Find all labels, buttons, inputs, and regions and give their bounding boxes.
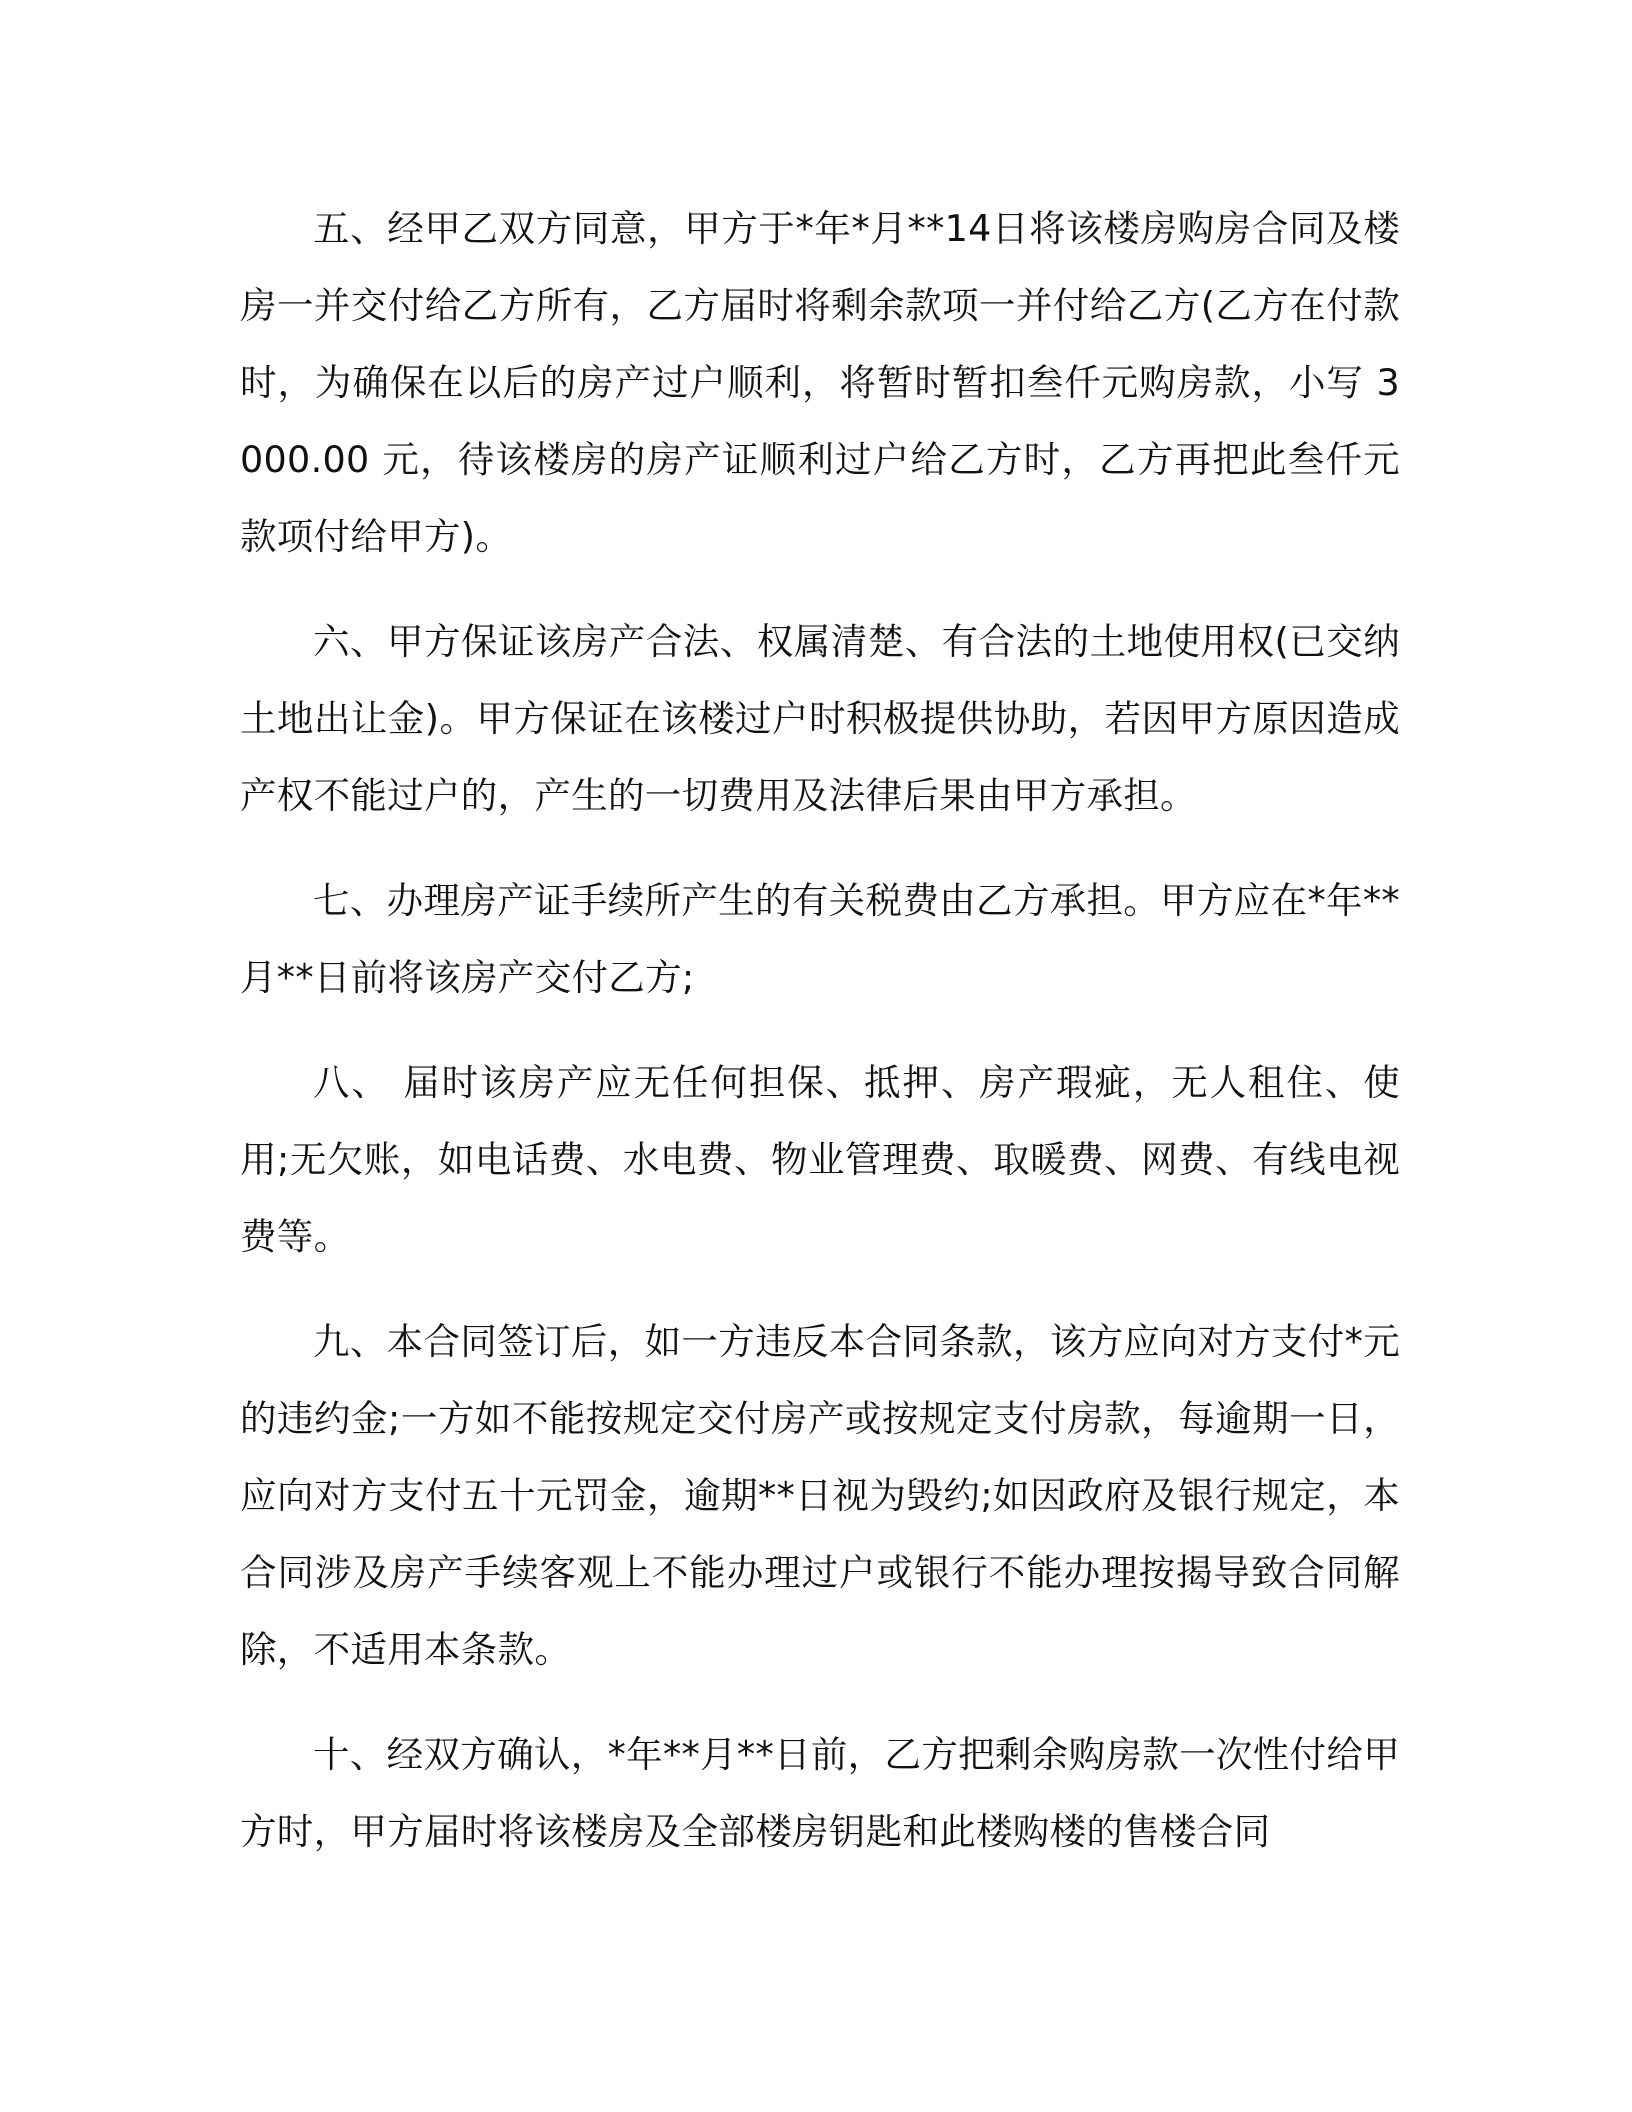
clause-6-paragraph: 六、甲方保证该房产合法、权属清楚、有合法的土地使用权(已交纳土地出让金)。甲方保证在该楼过户时积极提供协助，若因甲方原因造成产权不能过户的，产生的一切费用及法律后果由甲方承担。 <box>240 620 1400 817</box>
document-page <box>240 190 1400 1870</box>
clause-5-paragraph: 五、经甲乙双方同意，甲方于*年*月**14日将该楼房购房合同及楼房一并交付给乙方所有，乙方届时将剩余款项一并付给乙方(乙方在付款时，为确保在以后的房产过户顺利，将暂时暂扣叁仟元购房款，小写 3000.00 元，待该楼房的房产证顺利过户给乙方时，乙方再把此叁仟元款项付给甲方)。 <box>240 207 1400 558</box>
clause-10-paragraph: 十、经双方确认，*年**月**日前，乙方把剩余购房款一次性付给甲方时，甲方届时将该楼房及全部楼房钥匙和此楼购楼的售楼合同 <box>240 1733 1400 1853</box>
clause-8-paragraph: 八、 届时该房产应无任何担保、抵押、房产瑕疵，无人租住、使用;无欠账，如电话费、水电费、物业管理费、取暖费、网费、有线电视费等。 <box>240 1061 1400 1258</box>
clause-9-paragraph: 九、本合同签订后，如一方违反本合同条款，该方应向对方支付*元的违约金;一方如不能按规定交付房产或按规定支付房款，每逾期一日，应向对方支付五十元罚金，逾期**日视为毁约;如因政府及银行规定，本合同涉及房产手续客观上不能办理过户或银行不能办理按揭导致合同解除，不适用本条款。 <box>240 1320 1400 1671</box>
clause-7-paragraph: 七、办理房产证手续所产生的有关税费由乙方承担。甲方应在*年**月**日前将该房产交付乙方; <box>240 879 1400 999</box>
